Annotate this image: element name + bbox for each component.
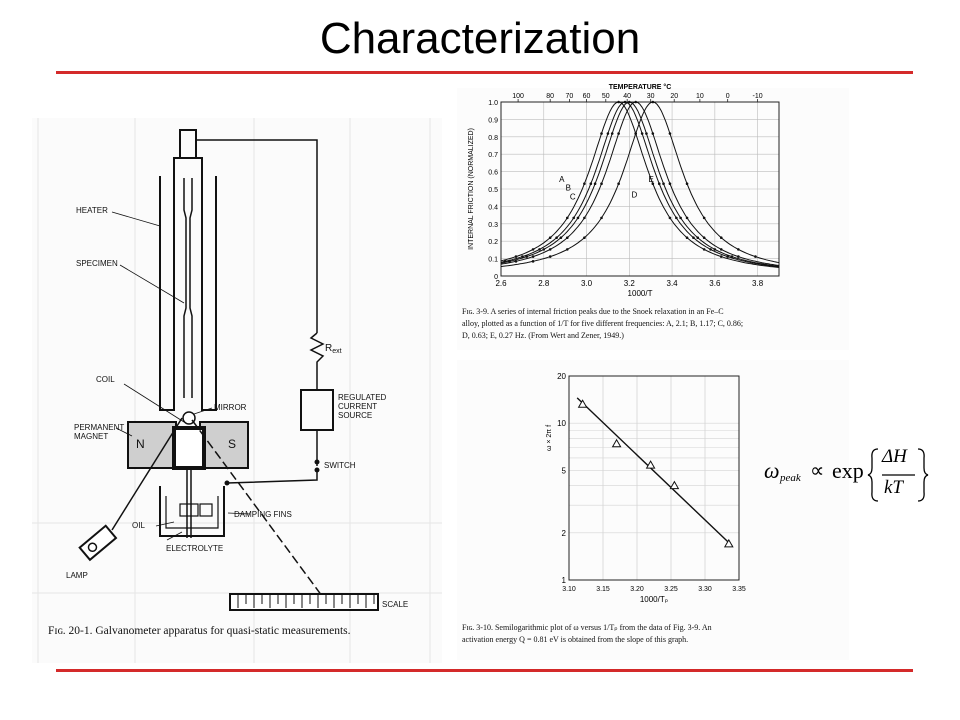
label-specimen: SPECIMEN — [76, 259, 118, 268]
series-point-C — [611, 132, 614, 135]
x-tick-label: 3.30 — [698, 586, 712, 593]
heater-right-tube — [202, 176, 216, 410]
galvanometer-diagram — [32, 118, 442, 663]
formula-numerator: ΔH — [882, 446, 907, 467]
series-point-D — [686, 217, 689, 220]
series-point-C — [628, 101, 631, 104]
series-point-B — [538, 248, 541, 251]
x-tick-label: 3.6 — [709, 279, 721, 288]
label-magnet-s: S — [228, 437, 237, 451]
series-point-D — [515, 260, 518, 263]
x-tick-label: 3.2 — [623, 279, 635, 288]
series-point-A — [617, 101, 620, 104]
x-tick-label: 2.8 — [538, 279, 550, 288]
series-point-A — [600, 132, 603, 135]
series-point-C — [577, 217, 580, 220]
y-tick-label: 0.2 — [488, 239, 498, 247]
series-point-E — [634, 132, 637, 135]
label-source-2: CURRENT — [338, 402, 378, 411]
series-point-C — [679, 217, 682, 220]
friction-caption — [462, 306, 743, 342]
friction-caption-line-3: D, 0.63; E, 0.27 Hz. (From Wert and Zener, 1949.) — [462, 331, 624, 340]
formula-exp: exp — [832, 458, 864, 483]
x-tick-label: 3.8 — [752, 279, 764, 288]
series-point-C — [696, 236, 699, 239]
label-source-1: REGULATED — [338, 393, 387, 402]
y-tick-label: 5 — [561, 466, 566, 476]
series-point-C — [525, 255, 528, 258]
series-point-E — [754, 255, 757, 258]
lamp-body — [80, 526, 116, 560]
series-point-C — [731, 255, 734, 258]
current-source-box — [301, 390, 333, 430]
top-tick-label: 20 — [670, 93, 679, 100]
top-tick-label: 40 — [623, 93, 632, 100]
label-rext: $R_{ext}$ — [325, 343, 342, 355]
semilog-figure — [457, 360, 849, 660]
series-point-E — [737, 248, 740, 251]
series-point-B — [572, 217, 575, 220]
x-tick-label: 3.35 — [732, 586, 746, 593]
top-tick-label: 70 — [565, 93, 574, 100]
x-tick-label: 3.10 — [562, 586, 576, 593]
series-label-E: E — [648, 175, 654, 185]
series-point-D — [652, 132, 655, 135]
series-point-E — [566, 248, 569, 251]
label-switch: SWITCH — [324, 461, 356, 470]
y-tick-label: 0.6 — [488, 169, 498, 177]
friction-caption-line-1: Fɪɢ. 3-9. A series of internal friction peaks due to the Snoek relaxation in an Fe–C — [462, 307, 724, 316]
semilog-caption-line-2: activation energy Q = 0.81 eV is obtained from the slope of this graph. — [462, 635, 689, 644]
fit-line — [577, 398, 732, 546]
semilog-caption — [462, 622, 712, 646]
friction-caption-line-2: alloy, plotted as a function of 1/T for five different frequencies: A, 2.1; B, 1.17; C, 0.86; — [462, 319, 744, 328]
scan-grid — [32, 118, 442, 663]
x-tick-label: 3.25 — [664, 586, 678, 593]
resistor-rext — [311, 333, 323, 390]
series-point-D — [634, 101, 637, 104]
specimen-left — [184, 178, 186, 398]
series-point-A — [583, 182, 586, 185]
series-point-A — [686, 236, 689, 239]
label-coil: COIL — [96, 375, 115, 384]
y-tick-label: 1 — [561, 576, 566, 585]
plot-frame — [569, 376, 739, 580]
series-point-C — [714, 248, 717, 251]
series-point-E — [703, 217, 706, 220]
series-point-E — [583, 236, 586, 239]
heater-top — [174, 158, 202, 178]
x-tick-label: 3.15 — [596, 586, 610, 593]
series-point-C — [662, 182, 665, 185]
series-point-B — [607, 132, 610, 135]
specimen-right — [190, 178, 192, 398]
friction-chart — [457, 84, 849, 308]
y-tick-label: 0.4 — [488, 204, 498, 212]
series-point-A — [515, 255, 518, 258]
series-point-C — [645, 132, 648, 135]
arrhenius-formula — [764, 446, 934, 506]
y-axis-label: ω × 2π f — [546, 424, 553, 452]
y-tick-label: 10 — [557, 419, 566, 429]
formula-subscript: peak — [780, 472, 801, 484]
label-magnet: MAGNET — [74, 432, 109, 441]
top-tick-label: 100 — [512, 93, 524, 100]
series-point-A — [703, 248, 706, 251]
heater-cap — [180, 130, 196, 158]
scale-bar — [230, 594, 378, 610]
label-lamp: LAMP — [66, 571, 88, 580]
x-axis-label: 1000/T — [627, 289, 653, 298]
label-oil: OIL — [132, 521, 145, 530]
formula-proportional: ∝ — [810, 460, 825, 482]
series-point-E — [720, 236, 723, 239]
y-axis-label: INTERNAL FRICTION (NORMALIZED) — [468, 128, 475, 250]
series-point-D — [532, 255, 535, 258]
y-tick-label: 20 — [557, 372, 566, 381]
top-tick-label: -10 — [752, 93, 763, 100]
y-tick-label: 1.0 — [488, 100, 498, 107]
series-point-A — [566, 217, 569, 220]
y-tick-label: 0.5 — [488, 187, 498, 194]
series-point-E — [600, 217, 603, 220]
label-scale: SCALE — [382, 600, 409, 609]
friction-figure — [457, 84, 849, 350]
series-point-B — [675, 217, 678, 220]
bottom-rule — [56, 669, 913, 672]
series-point-D — [617, 132, 620, 135]
circuit-wire-top — [196, 140, 317, 333]
y-tick-label: 0.3 — [488, 221, 498, 229]
magnet-right — [200, 422, 248, 468]
series-point-C — [542, 248, 545, 251]
y-tick-label: 0.9 — [488, 117, 498, 125]
series-point-C — [560, 236, 563, 239]
top-rule — [56, 71, 913, 74]
series-point-A — [532, 248, 535, 251]
series-point-B — [692, 236, 695, 239]
semilog-caption-line-1: Fɪɢ. 3-10. Semilogarithmic plot of ω versus 1/Tₚ from the data of Fig. 3-9. An — [462, 623, 712, 632]
x-tick-label: 2.6 — [495, 279, 507, 288]
series-label-D: D — [631, 190, 638, 200]
series-point-B — [624, 101, 627, 104]
slide-title: Characterization — [319, 14, 641, 63]
label-damping-fins: DAMPING FINS — [234, 510, 292, 519]
series-point-A — [669, 217, 672, 220]
top-tick-label: 50 — [601, 93, 610, 100]
data-point — [670, 482, 678, 489]
damping-fin-box — [180, 504, 198, 516]
series-point-D — [669, 182, 672, 185]
label-heater: HEATER — [76, 206, 108, 215]
series-point-E — [549, 255, 552, 258]
series-point-E — [652, 101, 655, 104]
coil-box — [174, 428, 204, 468]
top-axis-label: TEMPERATURE °C — [608, 84, 672, 91]
galvanometer-figure — [32, 118, 442, 663]
series-point-B — [555, 236, 558, 239]
y-tick-label: 0.7 — [488, 152, 498, 160]
label-electrolyte: ELECTROLYTE — [166, 544, 224, 553]
series-point-A — [720, 255, 723, 258]
series-point-B — [641, 132, 644, 135]
series-point-D — [720, 248, 723, 251]
series-point-D — [703, 236, 706, 239]
x-tick-label: 3.0 — [580, 279, 593, 288]
formula-denominator: kT — [884, 477, 903, 498]
y-tick-label: 0.8 — [488, 134, 498, 142]
x-tick-label: 3.20 — [630, 586, 644, 593]
formula-omega: ω — [764, 458, 780, 483]
label-mirror: MIRROR — [214, 403, 247, 412]
series-label-C: C — [569, 192, 576, 202]
top-tick-label: 10 — [695, 93, 704, 100]
label-source-3: SOURCE — [338, 411, 373, 420]
series-point-E — [532, 260, 535, 263]
galvanometer-caption: Fɪɢ. 20-1. Galvanometer apparatus for quasi-static measurements. — [48, 625, 351, 637]
series-point-D — [566, 236, 569, 239]
top-tick-label: 80 — [546, 93, 555, 100]
series-point-E — [617, 182, 620, 185]
series-point-D — [583, 217, 586, 220]
series-point-D — [737, 255, 740, 258]
data-point — [613, 440, 621, 447]
y-tick-label: 0 — [494, 274, 498, 281]
series-point-D — [549, 248, 552, 251]
top-tick-label: 0 — [725, 93, 730, 100]
series-point-C — [594, 182, 597, 185]
series-point-A — [549, 236, 552, 239]
series-point-B — [590, 182, 593, 185]
series-point-E — [686, 182, 689, 185]
x-tick-label: 3.4 — [666, 279, 678, 288]
series-point-E — [669, 132, 672, 135]
series-label-B: B — [565, 183, 571, 193]
y-tick-label: 2 — [561, 528, 566, 538]
label-permanent: PERMANENT — [74, 423, 125, 432]
series-label-A: A — [559, 175, 565, 185]
top-tick-label: 60 — [582, 93, 591, 100]
series-point-D — [600, 182, 603, 185]
series-curve-B — [501, 102, 779, 267]
top-tick-label: 30 — [646, 93, 655, 100]
y-tick-label: 0.1 — [488, 256, 498, 264]
series-point-B — [709, 248, 712, 251]
x-axis-label: 1000/Tₚ — [639, 595, 669, 604]
label-magnet-n: N — [136, 437, 145, 451]
series-point-B — [658, 182, 661, 185]
